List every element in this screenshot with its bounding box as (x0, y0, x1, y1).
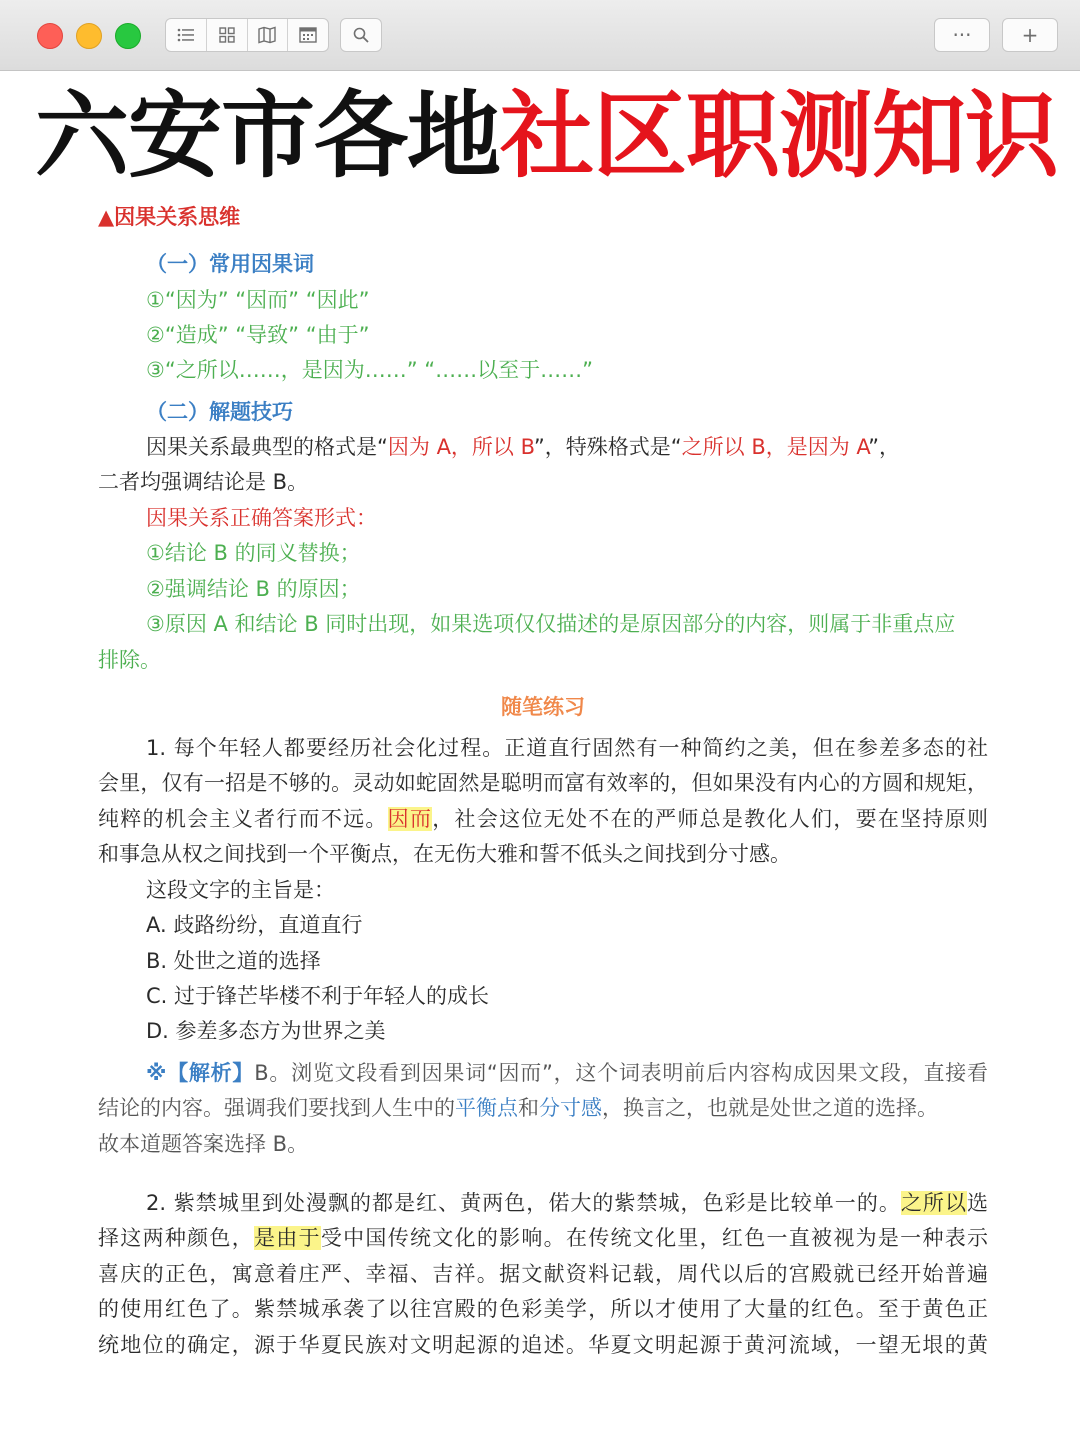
more-icon: ··· (952, 23, 972, 47)
q1-text: 纯粹的机会主义者行而不远。 (98, 807, 388, 831)
q2-text: 择这两种颜色， (98, 1226, 254, 1250)
causal-words-2: ②“造成” “导致” “由于” (146, 323, 370, 347)
q1-line-2: 会里，仅有一招是不够的。灵动如蛇固然是聪明而富有效率的，但如果没有内心的方圆和规矩， (98, 771, 988, 795)
q2-text: 选 (967, 1191, 988, 1215)
minimize-window-button[interactable] (76, 23, 102, 49)
search-icon (352, 26, 370, 44)
q2-line-1 (146, 1188, 988, 1218)
tip-text: ”，特殊格式是“ (533, 435, 682, 459)
view-mode-segmented-control (165, 18, 329, 52)
causal-words-3: ③“之所以……，是因为……” “……以至于……” (146, 358, 594, 382)
q2-line-3: 喜庆的正色，寓意着庄严、幸福、吉祥。据文献资料记载，周代以后的宫殿就已经开始普遍 (98, 1262, 988, 1286)
q1-option-a: A. 歧路纷纷，直道直行 (146, 913, 363, 937)
list-view-icon (176, 27, 196, 43)
title-red-part: 社区职测知识 (500, 82, 1059, 191)
add-button[interactable] (1002, 18, 1058, 52)
page-title (35, 82, 1075, 192)
analysis-text: 和 (518, 1096, 539, 1120)
analysis-line-1 (146, 1058, 988, 1088)
q2-line-4: 的使用红色了。紫禁城承袭了以往宫殿的色彩美学，所以才使用了大量的红色。至于黄色正 (98, 1297, 988, 1321)
more-options-button[interactable] (934, 18, 990, 52)
zoom-window-button[interactable] (115, 23, 141, 49)
analysis-text: B。浏览文段看到因果词“因而”，这个词表明前后内容构成因果文段，直接看 (254, 1061, 988, 1085)
subheading-solving-tips: （二）解题技巧 (146, 400, 293, 424)
window-toolbar (0, 0, 1080, 71)
highlight-zhi-suo-yi: 之所以 (900, 1191, 967, 1215)
analysis-line-3: 故本道题答案选择 B。 (98, 1132, 309, 1156)
calendar-view-button[interactable] (288, 19, 328, 51)
analysis-text: ，换言之，也就是处世之道的选择。 (602, 1096, 938, 1120)
grid-view-icon (218, 26, 236, 44)
q2-text: 2. 紫禁城里到处漫飘的都是红、黄两色，偌大的紫禁城，色彩是比较单一的。 (146, 1191, 901, 1215)
typical-format: 因为 A，所以 B (387, 435, 534, 459)
q1-line-1: 1. 每个年轻人都要经历社会化过程。正道直行固然有一种简约之美，但在参差多态的社 (146, 736, 988, 760)
keyword-balance-point: 平衡点 (455, 1096, 518, 1120)
grid-view-button[interactable] (207, 19, 248, 51)
calendar-icon (298, 26, 318, 44)
answer-form-3: ③原因 A 和结论 B 同时出现，如果选项仅仅描述的是原因部分的内容，则属于非重点应 (146, 612, 956, 636)
title-black-part: 六安市各地 (35, 82, 501, 191)
practice-heading: 随笔练习 (501, 695, 585, 719)
answer-form-title: 因果关系正确答案形式： (146, 506, 377, 530)
q1-text: ，社会这位无处不在的严师总是教化人们，要在坚持原则 (432, 807, 989, 831)
q1-option-d: D. 参差多态方为世界之美 (146, 1019, 386, 1043)
analysis-text: 结论的内容。强调我们要找到人生中的 (98, 1096, 455, 1120)
q2-line-5: 统地位的确定，源于华夏民族对文明起源的追述。华夏文明起源于黄河流域，一望无垠的黄 (98, 1333, 988, 1357)
highlight-shi-you-yu: 是由于 (253, 1226, 321, 1250)
answer-form-1: ①结论 B 的同义替换； (146, 541, 361, 565)
q2-text: 受中国传统文化的影响。在传统文化里，红色一直被视为是一种表示 (320, 1226, 989, 1250)
tip-text: ”， (868, 435, 901, 459)
q1-option-c: C. 过于锋芒毕楼不利于年轻人的成长 (146, 984, 490, 1008)
q1-option-b: B. 处世之道的选择 (146, 949, 321, 973)
answer-form-3-cont: 排除。 (98, 648, 161, 672)
tip-paragraph-line-2: 二者均强调结论是 B。 (98, 470, 309, 494)
q1-line-4: 和事急从权之间找到一个平衡点，在无伤大雅和誓不低头之间找到分寸感。 (98, 842, 791, 866)
answer-form-2: ②强调结论 B 的原因； (146, 577, 361, 601)
list-view-button[interactable] (166, 19, 207, 51)
plus-icon: + (1021, 23, 1039, 47)
close-window-button[interactable] (37, 23, 63, 49)
keyword-sense-of-proportion: 分寸感 (539, 1096, 602, 1120)
tip-text: 因果关系最典型的格式是“ (146, 435, 388, 459)
subheading-common-words: （一）常用因果词 (146, 252, 314, 276)
section-heading: ▲因果关系思维 (98, 205, 241, 229)
q1-line-3 (98, 804, 988, 834)
tip-paragraph-line-1 (146, 432, 988, 462)
highlight-yin-er: 因而 (387, 807, 433, 831)
book-icon (257, 26, 277, 44)
q2-line-2 (98, 1223, 988, 1253)
analysis-label: ※【解析】 (146, 1061, 255, 1085)
analysis-line-2 (98, 1093, 988, 1123)
causal-words-1: ①“因为” “因而” “因此” (146, 288, 370, 312)
q1-question: 这段文字的主旨是： (146, 878, 335, 902)
search-button[interactable] (340, 18, 382, 52)
special-format: 之所以 B，是因为 A (681, 435, 869, 459)
book-view-button[interactable] (248, 19, 289, 51)
